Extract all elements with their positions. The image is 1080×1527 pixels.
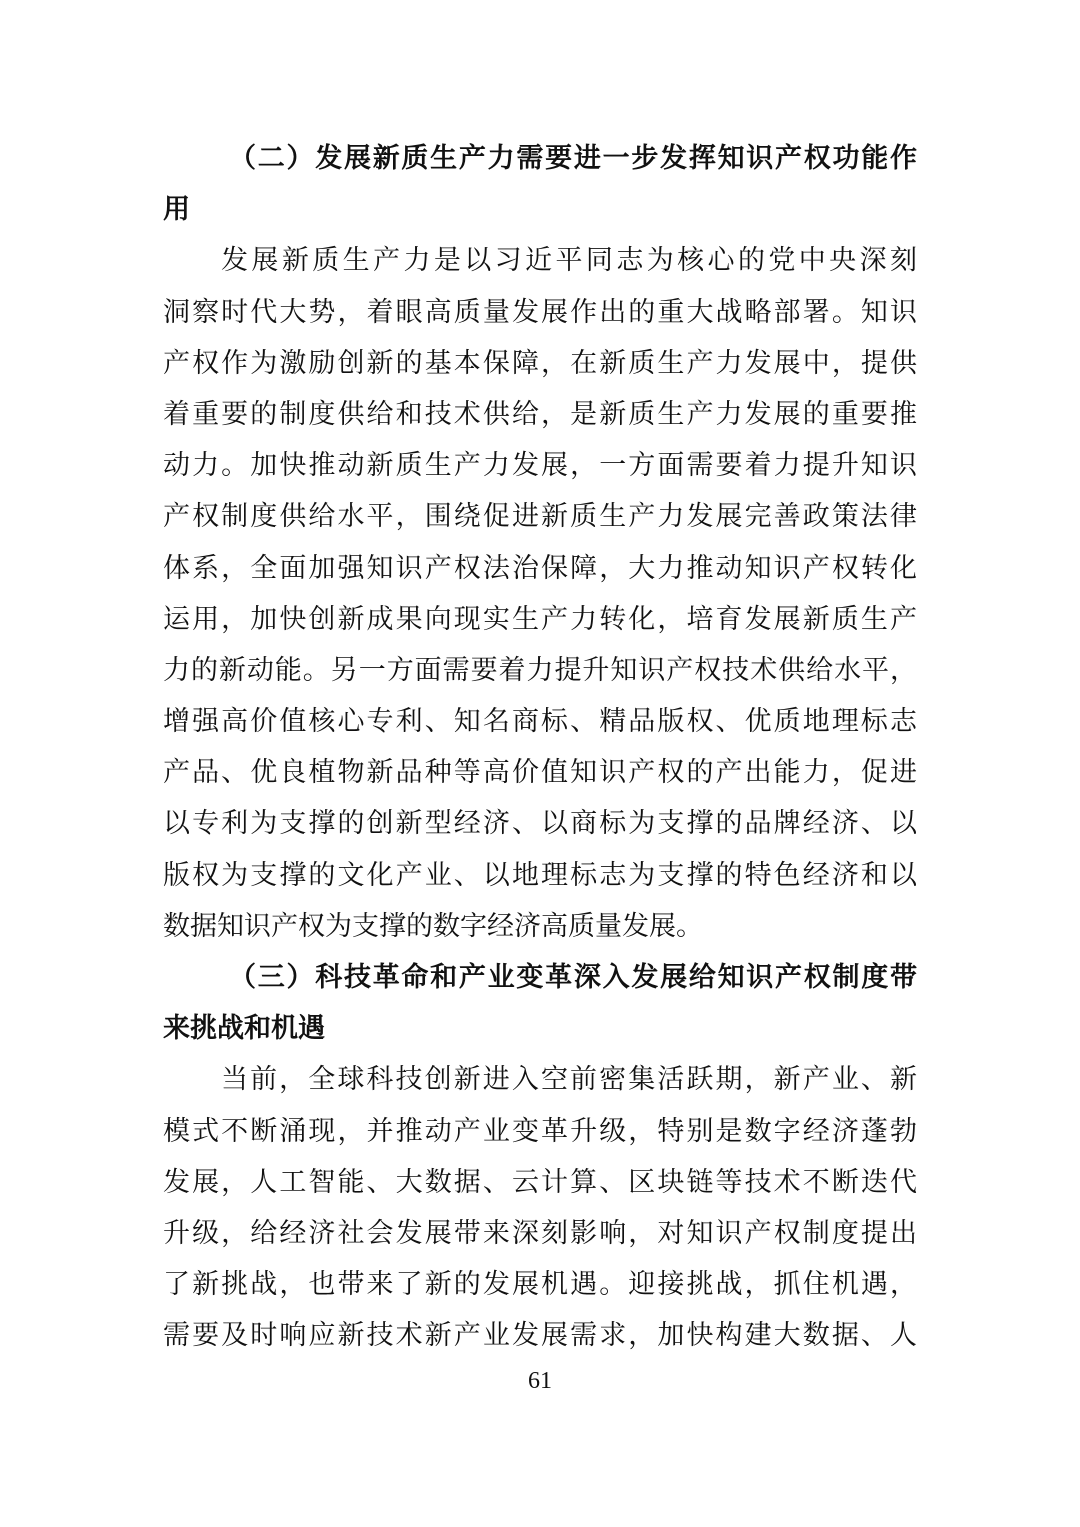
paragraph-line: 模式不断涌现，并推动产业变革升级，特别是数字经济蓬勃 — [163, 1115, 917, 1147]
paragraph-line: 数据知识产权为支撑的数字经济高质量发展。 — [163, 910, 703, 942]
heading-line: （三）科技革命和产业变革深入发展给知识产权制度带 — [229, 962, 917, 993]
paragraph-line: 产品、优良植物新品种等高价值知识产权的产出能力，促进 — [163, 757, 917, 789]
page-content — [163, 133, 917, 1362]
paragraph-line: 发展新质生产力是以习近平同志为核心的党中央深刻 — [221, 245, 917, 277]
paragraph-line: 体系，全面加强知识产权法治保障，大力推动知识产权转化 — [163, 552, 917, 584]
heading-line: 来挑战和机遇 — [163, 1013, 325, 1045]
body-paragraph-2 — [163, 1054, 917, 1361]
paragraph-line: 动力。加快推动新质生产力发展，一方面需要着力提升知识 — [163, 450, 917, 482]
paragraph-line: 产权作为激励创新的基本保障，在新质生产力发展中，提供 — [163, 347, 917, 379]
page-number: 61 — [528, 1368, 552, 1394]
paragraph-line: 以专利为支撑的创新型经济、以商标为支撑的品牌经济、以 — [163, 808, 917, 840]
paragraph-line: 发展，人工智能、大数据、云计算、区块链等技术不断迭代 — [163, 1166, 917, 1198]
paragraph-line: 了新挑战，也带来了新的发展机遇。迎接挑战，抓住机遇， — [163, 1269, 917, 1301]
section-heading-2 — [163, 133, 917, 235]
paragraph-line: 着重要的制度供给和技术供给，是新质生产力发展的重要推 — [163, 398, 917, 430]
paragraph-line: 洞察时代大势，着眼高质量发展作出的重大战略部署。知识 — [163, 296, 917, 328]
heading-line: （二）发展新质生产力需要进一步发挥知识产权功能作 — [229, 143, 917, 174]
paragraph-line: 运用，加快创新成果向现实生产力转化，培育发展新质生产 — [163, 603, 917, 635]
body-paragraph-1 — [163, 235, 917, 952]
paragraph-line: 增强高价值核心专利、知名商标、精品版权、优质地理标志 — [163, 706, 917, 738]
paragraph-line: 版权为支撑的文化产业、以地理标志为支撑的特色经济和以 — [163, 859, 917, 891]
paragraph-line: 产权制度供给水平，围绕促进新质生产力发展完善政策法律 — [163, 501, 917, 533]
paragraph-line: 力的新动能。另一方面需要着力提升知识产权技术供给水平， — [163, 654, 917, 686]
heading-line: 用 — [163, 194, 190, 226]
paragraph-line: 升级，给经济社会发展带来深刻影响，对知识产权制度提出 — [163, 1217, 917, 1249]
section-heading-3 — [163, 952, 917, 1054]
paragraph-line: 当前，全球科技创新进入空前密集活跃期，新产业、新 — [221, 1064, 917, 1096]
paragraph-line: 需要及时响应新技术新产业发展需求，加快构建大数据、人 — [163, 1320, 917, 1352]
